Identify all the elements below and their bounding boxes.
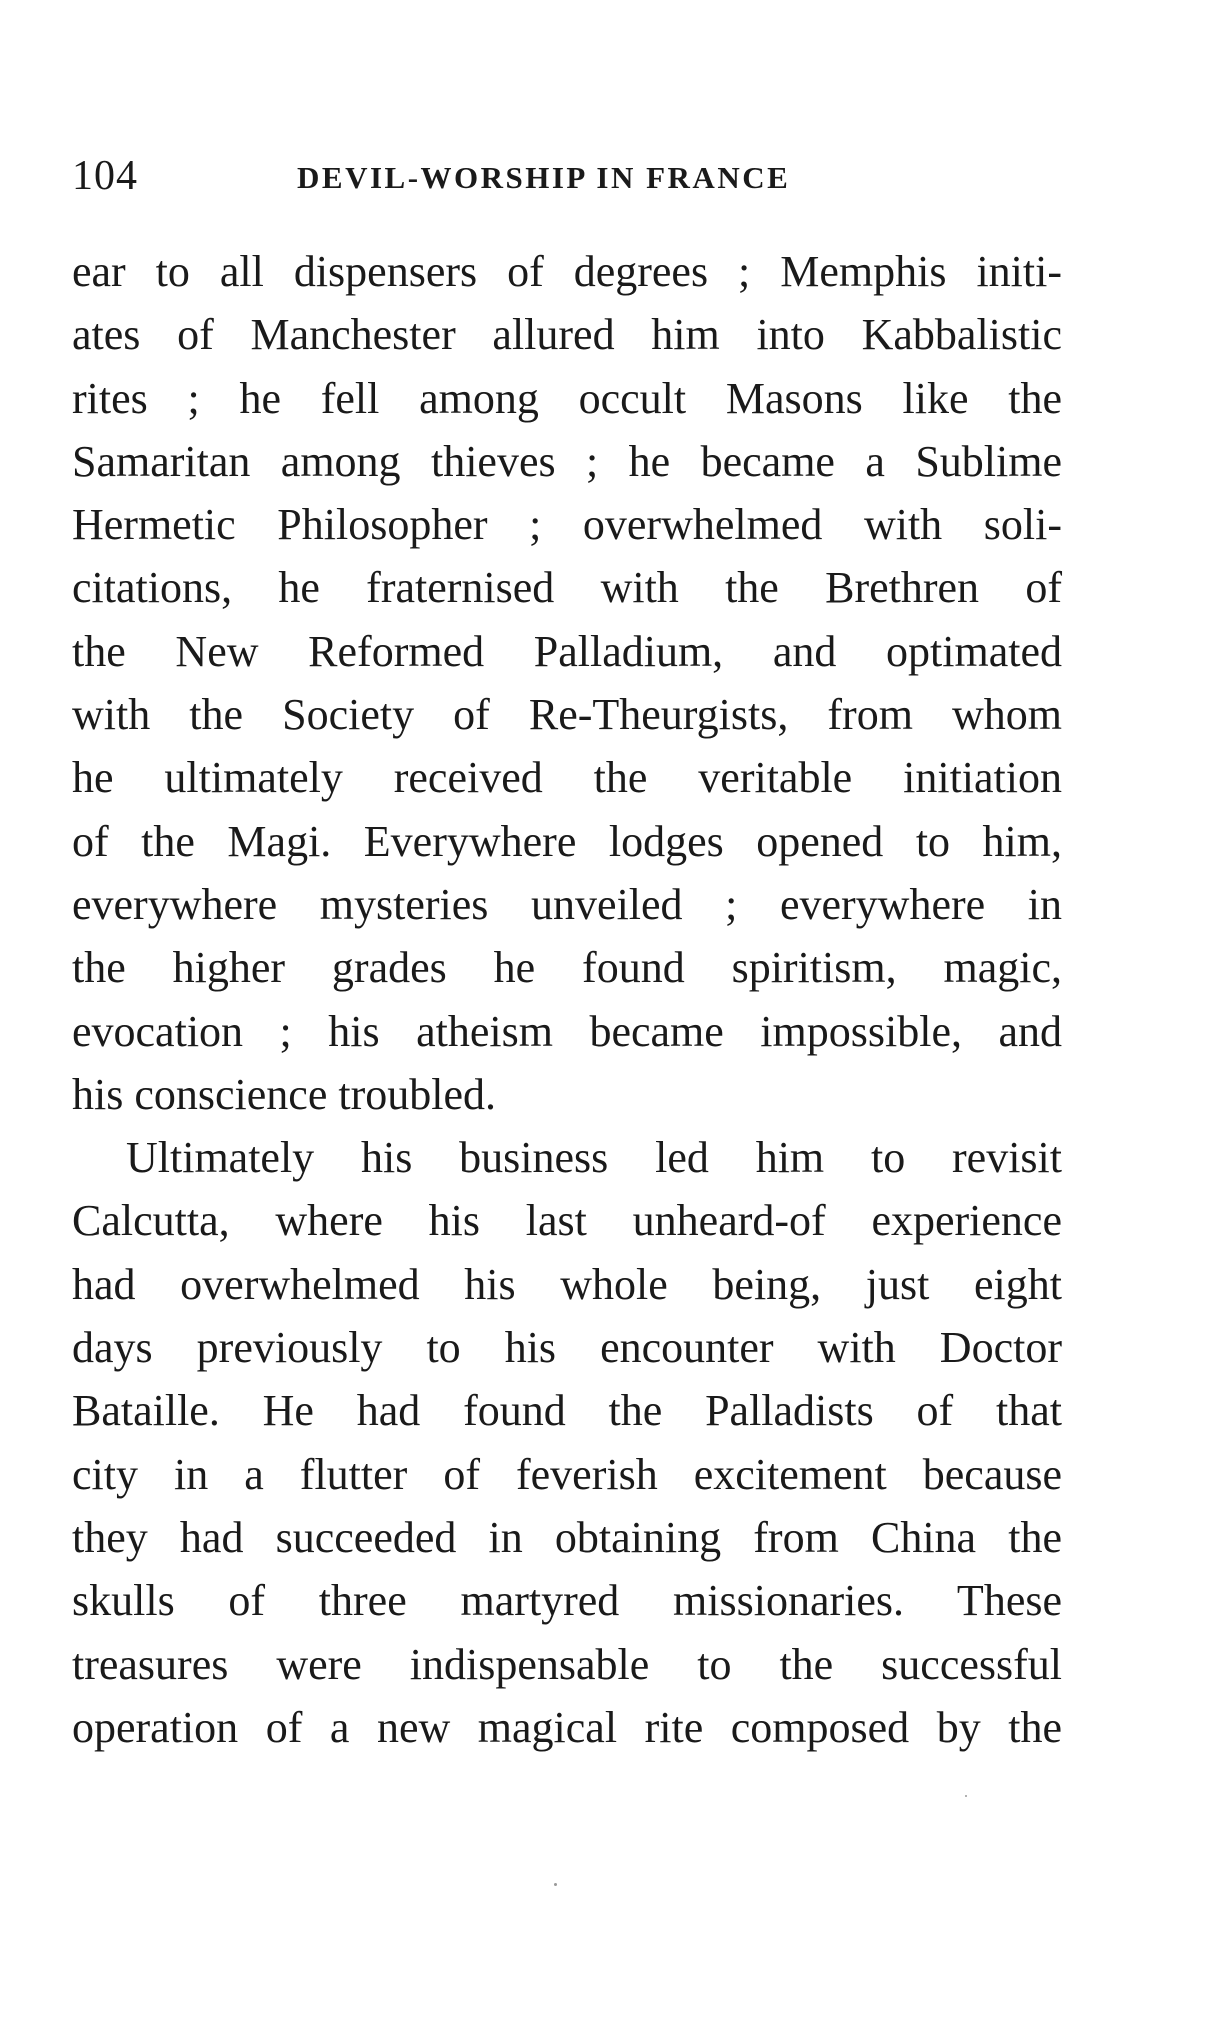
text-line: with the Society of Re-Theurgists, from whom [72, 690, 1062, 740]
text-line: of the Magi. Everywhere lodges opened to him, [72, 816, 1062, 866]
running-title: DEVIL-WORSHIP IN FRANCE [297, 160, 791, 195]
paper-speck [965, 1795, 967, 1797]
text-line: citations, he fraternised with the Brethren of [72, 563, 1062, 613]
text-line: the New Reformed Palladium, and optimated [72, 626, 1062, 676]
text-line: evocation ; his atheism became impossible, and [72, 1006, 1062, 1056]
text-line: operation of a new magical rite composed by the [72, 1702, 1062, 1752]
paper-speck [554, 1883, 557, 1886]
body-text [72, 240, 1062, 1759]
text-line: ates of Manchester allured him into Kabbalistic [72, 310, 1062, 360]
text-line: Ultimately his business led him to revisit [126, 1133, 1062, 1183]
text-line: Bataille. He had found the Palladists of that [72, 1386, 1062, 1436]
page-number: 104 [72, 153, 138, 199]
text-line: days previously to his encounter with Doctor [72, 1323, 1062, 1373]
text-line: city in a flutter of feverish excitement because [72, 1449, 1062, 1499]
running-head [72, 150, 1072, 202]
text-line: Calcutta, where his last unheard-of experience [72, 1196, 1062, 1246]
text-line: skulls of three martyred missionaries. These [72, 1576, 1062, 1626]
text-line: had overwhelmed his whole being, just eight [72, 1259, 1062, 1309]
text-line: treasures were indispensable to the successful [72, 1639, 1062, 1689]
text-line: everywhere mysteries unveiled ; everywhere in [72, 879, 1062, 929]
text-line: the higher grades he found spiritism, magic, [72, 943, 1062, 993]
text-line: Hermetic Philosopher ; overwhelmed with soli- [72, 500, 1062, 550]
text-line: his conscience troubled. [72, 1069, 496, 1119]
text-line: rites ; he fell among occult Masons like the [72, 373, 1062, 423]
text-line: Samaritan among thieves ; he became a Sublime [72, 436, 1062, 486]
text-line: ear to all dispensers of degrees ; Memphis initi- [72, 247, 1062, 296]
text-line: they had succeeded in obtaining from China the [72, 1512, 1062, 1562]
text-line: he ultimately received the veritable initiation [72, 753, 1062, 803]
